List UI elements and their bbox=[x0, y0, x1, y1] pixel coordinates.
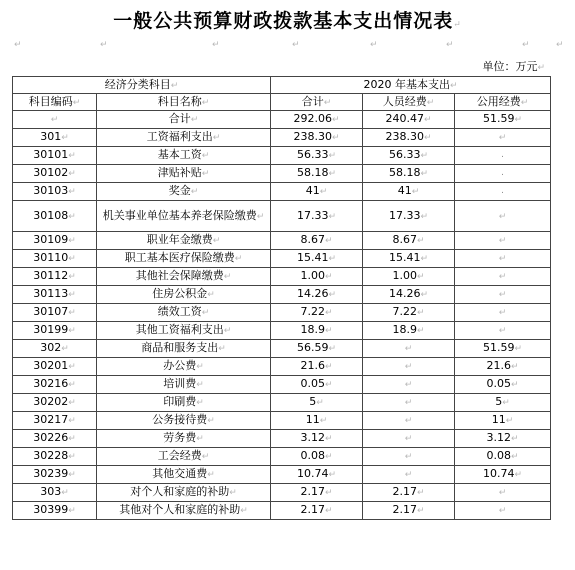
cell-public: 5↵ bbox=[455, 394, 551, 412]
header-total: 合计↵ bbox=[271, 94, 363, 111]
cell-code: 301↵ bbox=[13, 129, 97, 147]
cell-name: 印刷费↵ bbox=[97, 394, 271, 412]
header-group-row bbox=[13, 77, 551, 94]
cell-name: 职业年金缴费↵ bbox=[97, 232, 271, 250]
cell-code: 30101↵ bbox=[13, 147, 97, 165]
cell-public: 0.08↵ bbox=[455, 448, 551, 466]
cell-total: 56.59↵ bbox=[271, 340, 363, 358]
cell-personnel: ↵ bbox=[363, 394, 455, 412]
cell-public: 51.59↵ bbox=[455, 340, 551, 358]
cell-name: 商品和服务支出↵ bbox=[97, 340, 271, 358]
paragraph-mark: ↵ bbox=[212, 40, 220, 50]
cell-total: 2.17↵ bbox=[271, 502, 363, 520]
paragraph-mark: ↵ bbox=[14, 40, 22, 50]
table-row bbox=[13, 340, 551, 358]
cell-personnel: 1.00↵ bbox=[363, 268, 455, 286]
cell-code: 30228↵ bbox=[13, 448, 97, 466]
cell-code: 30216↵ bbox=[13, 376, 97, 394]
cell-name: 培训费↵ bbox=[97, 376, 271, 394]
cell-name: 工会经费↵ bbox=[97, 448, 271, 466]
cell-public: 51.59↵ bbox=[455, 111, 551, 129]
cell-public: 21.6↵ bbox=[455, 358, 551, 376]
cell-code: 30103↵ bbox=[13, 183, 97, 201]
cell-total: 0.05↵ bbox=[271, 376, 363, 394]
cell-name: 基本工资↵ bbox=[97, 147, 271, 165]
cell-code: 30199↵ bbox=[13, 322, 97, 340]
cell-personnel: 58.18↵ bbox=[363, 165, 455, 183]
cell-code: 30110↵ bbox=[13, 250, 97, 268]
cell-personnel: 14.26↵ bbox=[363, 286, 455, 304]
table-row bbox=[13, 250, 551, 268]
budget-table bbox=[12, 76, 551, 520]
table-row bbox=[13, 484, 551, 502]
title-text: 一般公共预算财政拨款基本支出情况表 bbox=[113, 10, 454, 32]
cell-public: 0.05↵ bbox=[455, 376, 551, 394]
table-row bbox=[13, 376, 551, 394]
cell-personnel: ↵ bbox=[363, 376, 455, 394]
cell-personnel: ↵ bbox=[363, 466, 455, 484]
paragraph-mark: ↵ bbox=[446, 40, 454, 50]
cell-total: 14.26↵ bbox=[271, 286, 363, 304]
cell-public: 11↵ bbox=[455, 412, 551, 430]
cell-public: . bbox=[455, 183, 551, 201]
table-row bbox=[13, 304, 551, 322]
cell-total: 292.06↵ bbox=[271, 111, 363, 129]
cell-personnel: ↵ bbox=[363, 448, 455, 466]
header-econ-category: 经济分类科目↵ bbox=[13, 77, 271, 94]
cell-name: 住房公积金↵ bbox=[97, 286, 271, 304]
cell-total: 238.30↵ bbox=[271, 129, 363, 147]
cell-code: 30109↵ bbox=[13, 232, 97, 250]
header-code: 科目编码↵ bbox=[13, 94, 97, 111]
table-row bbox=[13, 286, 551, 304]
cell-personnel: ↵ bbox=[363, 340, 455, 358]
cell-personnel: 18.9↵ bbox=[363, 322, 455, 340]
cell-total: 18.9↵ bbox=[271, 322, 363, 340]
cell-total: 5↵ bbox=[271, 394, 363, 412]
paragraph-mark: ↵ bbox=[100, 40, 108, 50]
cell-code: 30202↵ bbox=[13, 394, 97, 412]
cell-total: 58.18↵ bbox=[271, 165, 363, 183]
cell-personnel: 7.22↵ bbox=[363, 304, 455, 322]
table-row bbox=[13, 358, 551, 376]
cell-personnel: ↵ bbox=[363, 358, 455, 376]
cell-total: 3.12↵ bbox=[271, 430, 363, 448]
cell-code: ↵ bbox=[13, 111, 97, 129]
cell-public: ↵ bbox=[455, 304, 551, 322]
cell-public: ↵ bbox=[455, 129, 551, 147]
cell-total: 10.74↵ bbox=[271, 466, 363, 484]
cell-code: 303↵ bbox=[13, 484, 97, 502]
cell-code: 30399↵ bbox=[13, 502, 97, 520]
cell-name: 公务接待费↵ bbox=[97, 412, 271, 430]
paragraph-mark: ↵ bbox=[556, 40, 564, 50]
cell-public: 3.12↵ bbox=[455, 430, 551, 448]
cell-public: ↵ bbox=[455, 322, 551, 340]
cell-personnel: 238.30↵ bbox=[363, 129, 455, 147]
table-row bbox=[13, 129, 551, 147]
cell-name: 职工基本医疗保险缴费↵ bbox=[97, 250, 271, 268]
cell-total: 1.00↵ bbox=[271, 268, 363, 286]
cell-code: 30107↵ bbox=[13, 304, 97, 322]
paragraph-mark: ↵ bbox=[292, 40, 300, 50]
cell-total: 0.08↵ bbox=[271, 448, 363, 466]
cell-total: 41↵ bbox=[271, 183, 363, 201]
cell-personnel: 56.33↵ bbox=[363, 147, 455, 165]
cell-name: 机关事业单位基本养老保险缴费↵ bbox=[97, 201, 271, 232]
cell-name: 劳务费↵ bbox=[97, 430, 271, 448]
cell-personnel: 240.47↵ bbox=[363, 111, 455, 129]
cell-name: 津贴补贴↵ bbox=[97, 165, 271, 183]
table-row bbox=[13, 466, 551, 484]
cell-public: ↵ bbox=[455, 286, 551, 304]
cell-total: 7.22↵ bbox=[271, 304, 363, 322]
cell-code: 30217↵ bbox=[13, 412, 97, 430]
cell-total: 11↵ bbox=[271, 412, 363, 430]
cell-code: 30112↵ bbox=[13, 268, 97, 286]
cell-name: 奖金↵ bbox=[97, 183, 271, 201]
cell-personnel: ↵ bbox=[363, 430, 455, 448]
cell-public: . bbox=[455, 147, 551, 165]
cell-public: ↵ bbox=[455, 232, 551, 250]
cell-personnel: ↵ bbox=[363, 412, 455, 430]
cell-total: 21.6↵ bbox=[271, 358, 363, 376]
cell-name: 对个人和家庭的补助↵ bbox=[97, 484, 271, 502]
table-row bbox=[13, 165, 551, 183]
page-title bbox=[0, 6, 575, 33]
cell-name: 其他交通费↵ bbox=[97, 466, 271, 484]
cell-code: 30239↵ bbox=[13, 466, 97, 484]
header-name: 科目名称↵ bbox=[97, 94, 271, 111]
table-row bbox=[13, 232, 551, 250]
cell-name: 办公费↵ bbox=[97, 358, 271, 376]
paragraph-mark: ↵ bbox=[370, 40, 378, 50]
cell-personnel: 2.17↵ bbox=[363, 484, 455, 502]
header-column-row bbox=[13, 94, 551, 111]
cell-name: 其他社会保障缴费↵ bbox=[97, 268, 271, 286]
cell-code: 30108↵ bbox=[13, 201, 97, 232]
unit-label: 单位：万元↵ bbox=[482, 60, 545, 73]
table-row bbox=[13, 201, 551, 232]
cell-personnel: 2.17↵ bbox=[363, 502, 455, 520]
cell-code: 30226↵ bbox=[13, 430, 97, 448]
table-row bbox=[13, 430, 551, 448]
paragraph-mark: ↵ bbox=[522, 40, 530, 50]
cell-personnel: 41↵ bbox=[363, 183, 455, 201]
cell-personnel: 15.41↵ bbox=[363, 250, 455, 268]
cell-total: 17.33↵ bbox=[271, 201, 363, 232]
cell-public: . bbox=[455, 165, 551, 183]
table-row bbox=[13, 183, 551, 201]
cell-public: ↵ bbox=[455, 268, 551, 286]
cell-name: 合计↵ bbox=[97, 111, 271, 129]
cell-code: 30102↵ bbox=[13, 165, 97, 183]
blank-row bbox=[0, 40, 575, 52]
cell-personnel: 8.67↵ bbox=[363, 232, 455, 250]
cell-total: 15.41↵ bbox=[271, 250, 363, 268]
table-row bbox=[13, 412, 551, 430]
cell-total: 8.67↵ bbox=[271, 232, 363, 250]
table-row bbox=[13, 268, 551, 286]
cell-public: ↵ bbox=[455, 502, 551, 520]
paragraph-mark: ↵ bbox=[453, 20, 462, 30]
header-year-expenditure: 2020 年基本支出↵ bbox=[271, 77, 551, 94]
cell-total: 56.33↵ bbox=[271, 147, 363, 165]
cell-name: 其他对个人和家庭的补助↵ bbox=[97, 502, 271, 520]
table-row bbox=[13, 448, 551, 466]
cell-name: 工资福利支出↵ bbox=[97, 129, 271, 147]
table-row bbox=[13, 111, 551, 129]
cell-public: 10.74↵ bbox=[455, 466, 551, 484]
cell-public: ↵ bbox=[455, 250, 551, 268]
header-personnel: 人员经费↵ bbox=[363, 94, 455, 111]
cell-personnel: 17.33↵ bbox=[363, 201, 455, 232]
table-row bbox=[13, 502, 551, 520]
cell-name: 绩效工资↵ bbox=[97, 304, 271, 322]
cell-public: ↵ bbox=[455, 201, 551, 232]
table-row bbox=[13, 147, 551, 165]
cell-public: ↵ bbox=[455, 484, 551, 502]
cell-code: 302↵ bbox=[13, 340, 97, 358]
cell-code: 30201↵ bbox=[13, 358, 97, 376]
cell-name: 其他工资福利支出↵ bbox=[97, 322, 271, 340]
cell-code: 30113↵ bbox=[13, 286, 97, 304]
header-public: 公用经费↵ bbox=[455, 94, 551, 111]
table-row bbox=[13, 394, 551, 412]
table-row bbox=[13, 322, 551, 340]
cell-total: 2.17↵ bbox=[271, 484, 363, 502]
